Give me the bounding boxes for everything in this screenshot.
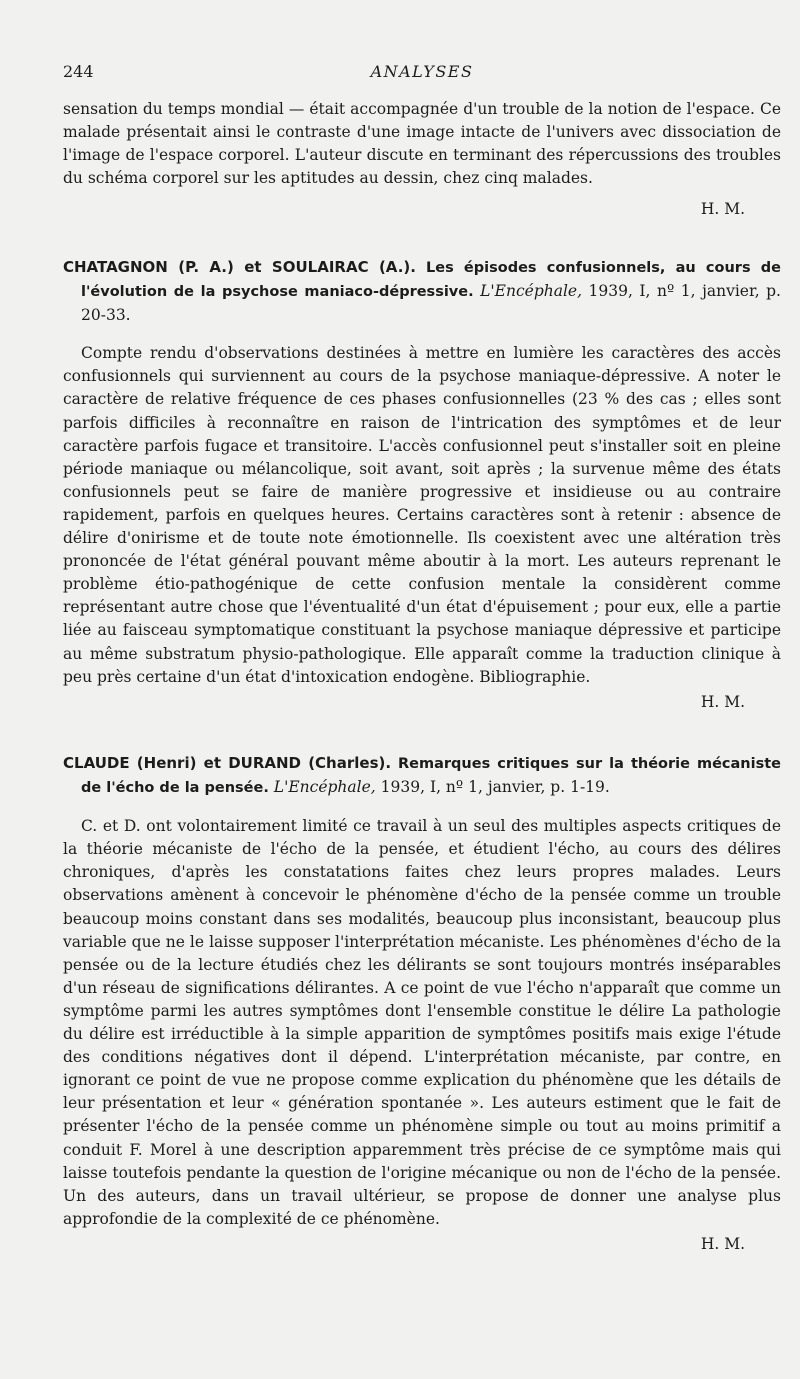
review-authors: CHATAGNON (P. A.) et SOULAIRAC (A.).	[63, 258, 416, 276]
review-title: Les épisodes confusionnels, au cours de l'évolution de la psychose maniaco-dépressive.	[81, 260, 781, 301]
review-body: C. et D. ont volontairement limité ce travail à un seul des multiples aspects critiques de la théorie mécaniste de l'écho de la pensée, et étudient l'écho, au cours des délires chroniques, d'après les constatations faites chez leurs propres malades. Leurs observations amènent à concevoir le phénomène d'écho de la pensée comme un trouble beaucoup moins constant dans ses modalités, beaucoup plus inconsistant, beaucoup plus variable que ne le laisse supposer l'interprétation mécaniste. Les phénomènes d'écho de la pensée ou de la lecture étudiés chez les délirants se sont toujours montrés inséparables d'un réseau de significations délirantes. A ce point de vue l'écho n'apparaît que comme un symptôme parmi les autres symptômes dont l'ensemble constitue le délire La pathologie du délire est irréductible à la simple apparition de symptômes positifs mais exige l'étude des conditions négatives dont il dépend. L'interprétation mécaniste, par contre, en ignorant ce point de vue ne propose comme explication du phénomène que les détails de leur présentation et leur « génération spontanée ». Les auteurs estiment que le fait de présenter l'écho de la pensée comme un phénomène simple ou tout au moins primitif a conduit F. Morel à une description apparemment très précise de ce symptôme mais qui laisse toutefois pendante la question de l'origine mécanique ou non de l'écho de la pensée. Un des auteurs, dans un travail ultérieur, se propose de donner une analyse plus approfondie de la complexité de ce phénomène.	[63, 817, 781, 1228]
review-chatagnon	[63, 256, 781, 714]
review-signature: H. M.	[700, 692, 745, 711]
review-title: Remarques critiques sur la théorie mécaniste de l'écho de la pensée.	[81, 756, 781, 797]
review-reference	[63, 256, 781, 327]
journal-citation: 1939, I, nº 1, janvier, p. 1-19.	[380, 778, 610, 797]
journal-name: L'Encéphale,	[273, 778, 376, 797]
review-authors: CLAUDE (Henri) et DURAND (Charles).	[63, 754, 392, 772]
document-page	[63, 0, 781, 1379]
review-body: Compte rendu d'observations destinées à mettre en lumière les caractères des accès confusionnels qui surviennent au cours de la psychose maniaque-dépressive. A noter le caractère de relative fréquence de ces phases confusionnelles (23 % des cas ; elles sont parfois difficiles à reconnaître en raison de l'intrication des symptômes et de leur caractère parfois fugace et transitoire. L'accès confusionnel peut s'installer soit en pleine période maniaque ou mélancolique, soit avant, soit après ; la survenue même des états confusionnels peut se faire de manière progressive et insidieuse ou au contraire rapidement, parfois en quelques heures. Certains caractères sont à retenir : absence de délire d'onirisme et de toute note émotionnelle. Ils coexistent avec une altération très prononcée de l'état général pouvant même aboutir à la mort. Les auteurs reprenant le problème étio-pathogénique de cette confusion mentale la considèrent comme représentant autre chose que l'éventualité d'un état d'épuisement ; pour eux, elle a partie liée au faisceau symptomatique constituant la psychose maniaque dépressive et participe au même substratum physio-pathologique. Elle apparaît comme la traduction clinique à peu près certaine d'un état d'intoxication endogène. Bibliographie.	[63, 344, 781, 686]
journal-name: L'Encéphale,	[480, 282, 583, 301]
journal-citation: 1939, I, nº 1, janvier, p. 20-33.	[81, 282, 781, 325]
intro-paragraph: sensation du temps mondial — était accompagnée d'un trouble de la notion de l'espace. Ce malade présentait ainsi le contraste d'une image intacte de l'univers avec dissociation de l'image de l'espace corporel. L'auteur discute en terminant des répercussions des troubles du schéma corporel sur les aptitudes au dessin, chez cinq malades.	[63, 100, 781, 188]
review-reference	[63, 752, 781, 800]
page-number: 244	[63, 62, 94, 81]
review-claude	[63, 752, 781, 1256]
page-header	[63, 62, 781, 86]
review-signature: H. M.	[700, 1234, 745, 1253]
running-title: ANALYSES	[370, 62, 474, 81]
intro-section	[63, 98, 781, 221]
intro-signature: H. M.	[700, 200, 745, 219]
